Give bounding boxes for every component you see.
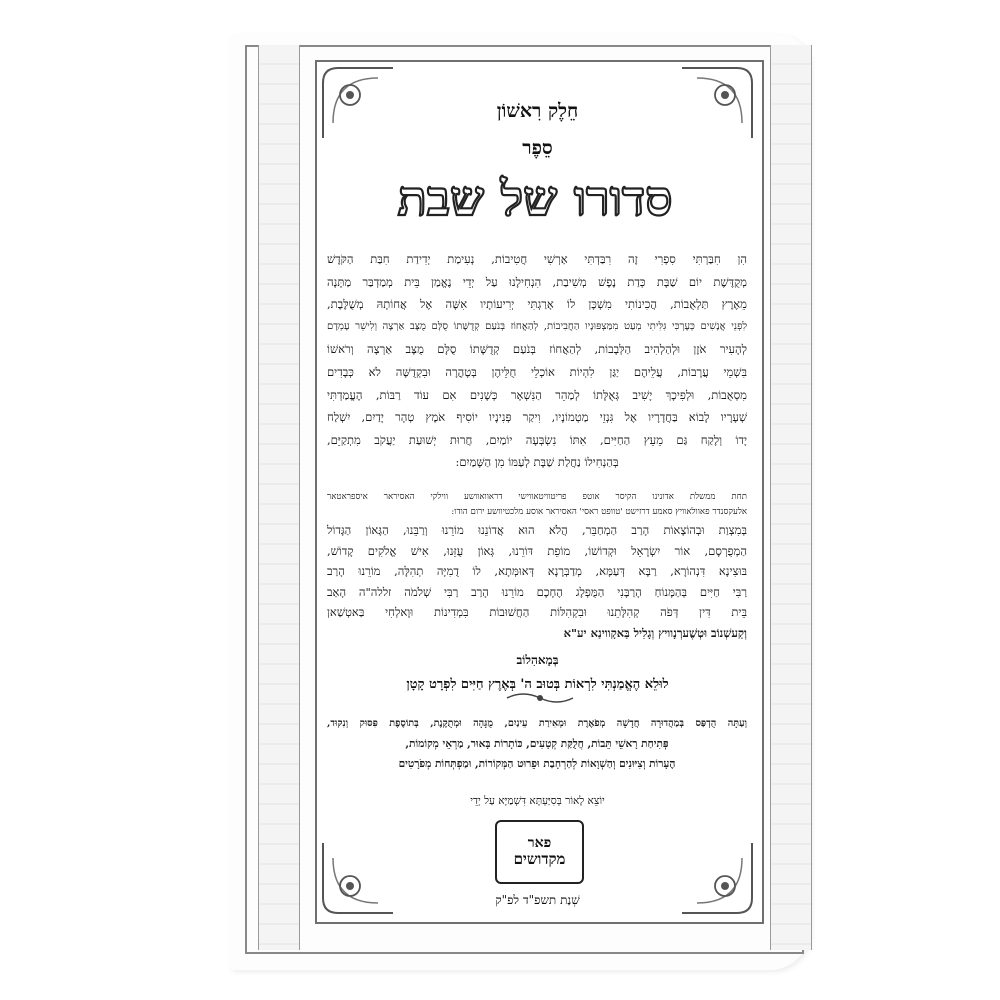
- intro-line: לִפְנֵי אֲנָשִׁים כְּעֶרְכִּי גִּלִּיתִי מְעַט מִמַּצְפּוּנָיו הַחֲבִיבוֹת, לְהַאֲחוֹז בְּנֹעַם קְדֻשָּׁתוֹ סֻלָּם מֻצָּב אַרְצָה וְלִישֵׁר עָמְדָם: [327, 320, 747, 332]
- intro-line-last: בְּהַנְחִילוֹ נַחֲלַת שַׁבָּת לְעַמּוֹ מִן הַשָּׁמַיִם:: [455, 455, 619, 470]
- publisher-logo: [495, 820, 584, 884]
- book-title-text: סדורו של שבת: [397, 171, 673, 227]
- new-edition-paragraph: [327, 714, 747, 774]
- author-line: הַמְפֻרְסָם, אוֹר יִשְׂרָאֵל וּקְדוֹשׁוֹ, מוֹפֵת דּוֹרֵנוּ, גְּאוֹן עֻזֵּנוּ, אִישׁ אֱלֹקִים קָדוֹשׁ,: [327, 543, 747, 558]
- new-edition-line: הֶעָרוֹת וְצִיּוּנִים וְהַשְׁוָאוֹת לְהַרְחָבַת וּפֵרוּט הַמְּקוֹרוֹת, וּמַפְתְּחוֹת מְפֹרָטִים: [398, 758, 676, 770]
- intro-line: הִן חִבַּרְתִּי סִפְרִי זֶה רִבַּדְתִּי אַרְשִׁי חֲטִיבוֹת, נְעִימַת יְדִידַת חִבַּת הַקֹּדֶשׁ: [327, 252, 747, 266]
- year-line: שְׁנַת תשפ"ד לפ"ק: [495, 893, 580, 907]
- book-title: [380, 168, 690, 228]
- publisher-line: יוֹצֵא לָאוֹר בְּסִיַּעְתָּא דִּשְׁמַיָּא עַל יְדֵי: [470, 795, 605, 807]
- government-note-line: אלעקסנדר פאוולאוויץ סאמע דרזישט 'טוופט ראסי' האסיראר אוסע מלכטיוושע ירום הודו:: [451, 507, 747, 517]
- author-line: בֵּית דִּין דְּפֹה קְהִלָּתֵנוּ וּבִקְהִלּוֹת הַחֲשׁוּבוֹת בִּמְדִינוֹת וּוָאלְחִי בַּאטְשַׁאן: [327, 605, 747, 619]
- publisher-logo-top: פאר: [527, 835, 552, 852]
- intro-line: מֵאֶרֶץ תַּלְאֻבוֹת, הֲכִינוֹתִי מִשְׁכָּן לוֹ אָרַגְתִּי יְרִיעוֹתָיו אִשָּׁה אֶל אֲחוֹתָהּ מְשֻׁלֶּבֶת,: [327, 297, 747, 312]
- publisher-logo-bottom: מקדושים: [513, 850, 566, 869]
- intro-line: שְׁעָרָיו לָבוֹא בַּחֲדָרָיו אֶל גִּנְזֵי מַטְמוֹנָיו, וִיקַר פְּנִינָיו יוֹסִיף אֹמֶץ טְהָר יָדַיִם, יִשְׁלַח: [327, 410, 747, 425]
- divider-ornament-icon: [505, 690, 575, 706]
- intro-line: לְהָעִיר אֹזֶן וּלְהַלְהִיב הַלְּבָבוֹת, לְהַאֲחוֹז בְּנֹעַם קְדֻשָּׁתוֹ סֻלָּם מֻצָּב אַרְצָה וְרֹאשׁוֹ: [327, 342, 747, 357]
- verse-line: לוּלֵא הֶאֱמַנְתִּי לִרְאוֹת בְּטוּב ה' בְּאֶרֶץ חַיִּים לִפְרָט קָטָן: [406, 677, 669, 692]
- city-label: בְּמָאהִלוֹב: [516, 653, 559, 667]
- left-ornamental-band: [258, 45, 300, 950]
- author-line: וְקַעשְׁנוֹב וּטְשֶׁערְנָוויץ וְגָלִיל בַּאקָווינַא יע"א: [563, 625, 747, 640]
- author-paragraph: [327, 520, 747, 643]
- new-edition-line: פְּתִיחַת רָאשֵׁי תֵּבוֹת, חֲלֻקַּת קְטָעִים, כּוֹתָרוֹת בָּאוּר, מַרְאֵי מְקוֹמוֹת,: [405, 738, 669, 750]
- intro-line: יָדוֹ וְלָקַח גַּם מֵעֵץ הַחַיִּים, אִתּוֹ נִשְׂבְּעָה יוֹמַיִם, חֲרוּת יְשׁוּעַת יַעֲקֹב מִתְקַיֵּם,: [327, 432, 747, 447]
- government-note: [327, 490, 747, 520]
- intro-paragraph: [327, 248, 747, 474]
- right-ornamental-band: [770, 45, 812, 950]
- author-line: בּוּצִינָא דִּנְהוֹרָא, רַבָּא דְּעַמָּא, מְדַבְּרָנָא דְּאוּמְּתָא, לוֹ דֻמִיָּה תְהִלָּה, מוֹרֵנוּ הָרַב: [327, 564, 747, 578]
- intro-line: מִסְאֻבוֹת, וּלְפִיכָךְ יָשִׁיב גְּאֻלָּתוֹ לְמַהֵר הַנִּשְׁאָר כְּשָׁנִים אִם עוֹד רַבּוֹת, הֶעֱמַדְתִּי: [327, 387, 747, 402]
- intro-line: מְקֻדֶּשֶׁת יוֹם שַׁבָּת כְּדַת נֶפֶשׁ מְשִׁיבַת, הִנְחִילָנוּ עַל יְדֵי נֶאֱמַן בֵּית מְמַדְבַּר מַתָּנָה: [327, 274, 747, 289]
- part-label: חֵלֶק רִאשׁוֹן: [496, 100, 579, 122]
- new-edition-line: וְעַתָּה הֻדְפַּס בְּמַהֲדוּרָה חֲדָשָׁה מְפֹאֶרֶת וּמְאִירַת עֵינַיִם, מֻגָּהָה וּמְתֻקֶּנֶת, בְּתוֹסֶפֶת פִּסּוּק וְנִקּוּד,: [327, 718, 747, 729]
- intro-line: בִּשְׁמֵי עֲרָבוֹת, עֲלֵיהֶם יַגַּן לִהְיוֹת אוֹכְלֵי חֻלֵּיהֶן בְּטָהֳרָה וּבִקְדֻשָּׁה לֹא כְּבָדִים: [327, 364, 747, 379]
- author-line: רַבִּי חַיִּים בְּהַמָּנוֹחַ הָרַבָּנִי הַמֻּפְלָג הֶחָכָם מוֹרֵנוּ הָרַב רַבִּי שְׁלֹמֹה זללה"ה הָאַב: [327, 584, 747, 599]
- author-line: בְּמִצְוַת וּבְהוֹצָאוֹת הָרַב הַמְחַבֵּר, הֲלֹא הוּא אֲדוֹנֵנוּ מוֹרֵנוּ וְרַבֵּנוּ, הַגָּאוֹן הַגָּדוֹל: [327, 523, 747, 537]
- sefer-label: סֵפֶר: [522, 137, 553, 159]
- government-note-line: תחת ממשלת אדונינו הקיסר אוטפ פריטוויטאווישי דראוואוושע ווילקי האסיראר איספראטאר: [327, 492, 747, 502]
